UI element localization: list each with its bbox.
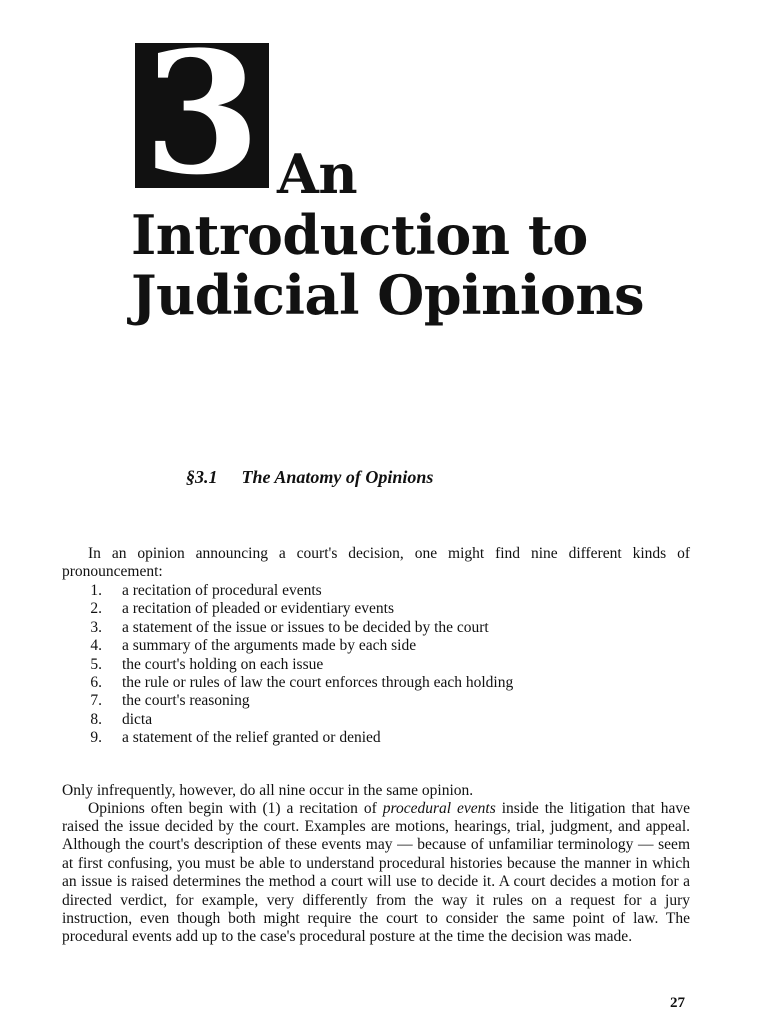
list-item-text: dicta [122, 710, 153, 728]
list-item-number: 8. [90, 710, 102, 728]
chapter-number-box [135, 43, 269, 188]
chapter-title-line-2: Introduction to [131, 203, 588, 267]
section-title: The Anatomy of Opinions [241, 467, 434, 487]
intro-text: In an opinion announcing a court's decision, one might find nine different kinds of pronouncement: [62, 544, 690, 580]
body-paragraph-1: Only infrequently, however, do all nine occur in the same opinion. [62, 781, 474, 799]
list-item-text: the rule or rules of law the court enforces through each holding [122, 674, 514, 692]
chapter-title-line-3: Judicial Opinions [131, 263, 645, 327]
list-item-text: a summary of the arguments made by each side [122, 637, 417, 655]
list-item-number: 6. [90, 674, 102, 692]
chapter-number: 3 [143, 43, 261, 188]
list-item [86, 711, 513, 729]
intro-paragraph [62, 545, 690, 582]
list-item-number: 2. [90, 600, 102, 618]
list-item-number: 7. [90, 692, 102, 710]
list-item [86, 674, 513, 692]
list-item-number: 5. [90, 655, 102, 673]
section-number: §3.1 [186, 467, 218, 487]
procedural-events-emphasis: procedural events [382, 799, 496, 817]
body-paragraph-2-rest: inside the litigation that have raised the issue decided by the court. Examples are motions, hearings, trial, judgment, and appeal. Although the court's description of these events may — because of unfamiliar terminology — seem at first confusing, you must be able to understand procedural histories because the manner in which an issue is raised determines the method a court will use to decide it. A court decides a motion for a directed verdict, for example, very differently from the way it rules on a request for a jury instruction, even though both might require the court to consider the same point of law. The procedural events add up to the case's procedural posture at the time the decision was made. [62, 799, 690, 946]
page-number: 27 [670, 995, 685, 1011]
list-item-text: a recitation of pleaded or evidentiary events [122, 600, 394, 618]
body-paragraph-2 [62, 800, 690, 947]
list-item [86, 600, 513, 618]
list-item [86, 656, 513, 674]
list-item [86, 692, 513, 710]
list-item [86, 729, 513, 747]
list-item-number: 4. [90, 637, 102, 655]
list-item-text: a statement of the issue or issues to be decided by the court [122, 618, 489, 636]
list-item-number: 3. [90, 618, 102, 636]
list-item-text: a recitation of procedural events [122, 582, 322, 599]
body-paragraph-2-lead: Opinions often begin with (1) a recitation of [88, 799, 383, 817]
list-item-number: 1. [90, 582, 102, 599]
list-item-text: a statement of the relief granted or denied [122, 729, 381, 747]
list-item [86, 637, 513, 655]
section-heading [186, 467, 433, 488]
pronouncement-list [86, 582, 513, 748]
list-item-text: the court's reasoning [122, 692, 250, 710]
list-item [86, 582, 513, 600]
list-item-text: the court's holding on each issue [122, 655, 324, 673]
list-item [86, 619, 513, 637]
chapter-title-line-1: An [277, 142, 358, 206]
list-item-number: 9. [90, 729, 102, 747]
